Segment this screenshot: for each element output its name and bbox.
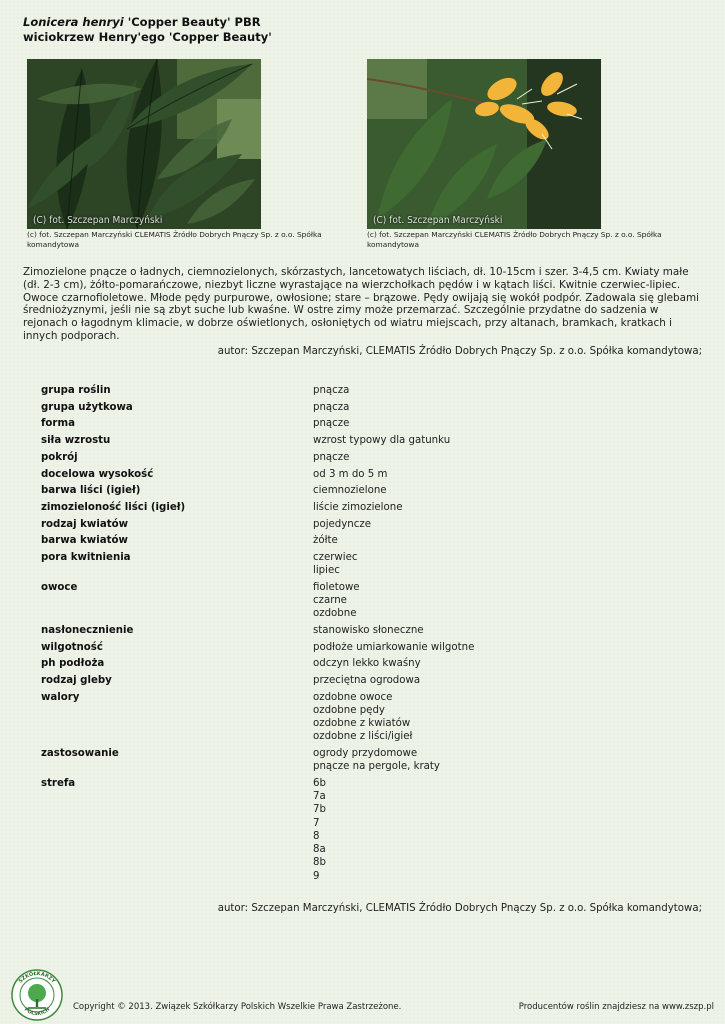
property-value: pnącze xyxy=(313,451,350,463)
property-value: odczyn lekko kwaśny xyxy=(313,658,421,670)
property-value: ozdobne z kwiatów xyxy=(313,718,411,730)
photo-watermark: (C) fot. Szczepan Marczyński xyxy=(373,215,503,226)
property-values xyxy=(313,657,421,670)
property-name: docelowa wysokość xyxy=(41,468,154,480)
photo-flowers xyxy=(367,59,601,229)
property-name: strefa xyxy=(41,778,76,790)
latin-name: Lonicera henryi xyxy=(23,15,124,29)
property-values xyxy=(313,401,349,414)
property-name: forma xyxy=(41,418,75,430)
property-value: 7 xyxy=(313,817,320,829)
property-value: ozdobne pędy xyxy=(313,705,385,717)
property-values xyxy=(313,384,349,397)
property-name: zimozieloność liści (igieł) xyxy=(41,501,186,513)
property-value: czerwiec xyxy=(313,552,358,564)
property-values xyxy=(313,468,387,481)
author-credit: autor: Szczepan Marczyński, CLEMATIS Źródło Dobrych Pnączy Sp. z o.o. Spółka komandytowa; xyxy=(217,903,702,914)
property-name: rodzaj gleby xyxy=(41,675,112,687)
property-value: fioletowe xyxy=(313,581,360,593)
property-value: ozdobne z liści/igieł xyxy=(313,731,413,743)
property-name: walory xyxy=(41,691,80,703)
property-value: 8a xyxy=(313,844,326,856)
property-value: 8 xyxy=(313,830,320,842)
property-row xyxy=(41,641,701,654)
property-name: barwa liści (igieł) xyxy=(41,485,141,497)
property-value: pnącze na pergole, kraty xyxy=(313,761,440,773)
property-values xyxy=(313,451,349,464)
property-values xyxy=(313,691,412,744)
property-value: pnącze xyxy=(313,418,350,430)
property-values xyxy=(313,417,349,430)
property-row xyxy=(41,434,701,447)
property-values xyxy=(313,641,474,654)
property-row xyxy=(41,484,701,497)
property-values xyxy=(313,484,387,497)
properties-table xyxy=(41,384,701,886)
property-value: od 3 m do 5 m xyxy=(313,468,388,480)
property-name: pokrój xyxy=(41,451,78,463)
property-value: podłoże umiarkowanie wilgotne xyxy=(313,641,475,653)
copyright-text: Copyright © 2013. Związek Szkółkarzy Polskich Wszelkie Prawa Zastrzeżone. xyxy=(73,1002,402,1012)
svg-text:SZKÓŁKARZY: SZKÓŁKARZY xyxy=(17,970,57,985)
plant-description: Zimozielone pnącze o ładnych, ciemnozielonych, skórzastych, lancetowatych liściach, dł. 10-15cm i szer. 3-4,5 cm. Kwiaty małe (dł. 2-3 cm), żółto-pomarańczowe, niezbyt liczne wyrastające na wierzchołkach pędów i w kątach liści. Kwitnie czerwiec-lipiec. Owoce czarnofioletowe. Młode pędy purpurowe, owłosione; stare – brązowe. Pędy owijają się wokół podpór. Zadowala się glebami średniożyznymi, jeśli nie są zbyt suche lub kwaśne. W ostre zimy może przemarzać. Szczególnie przydatne do sadzenia w rejonach o łagodnym klimacie, w dobrze oświetlonych, osłoniętych od wiatru miejscach, przy altanach, bramkach, kratkach i innych podporach. xyxy=(23,266,699,342)
property-values xyxy=(313,501,402,514)
property-name: ph podłoża xyxy=(41,658,105,670)
property-value: 6b xyxy=(313,778,326,790)
property-row xyxy=(41,581,701,621)
property-name: owoce xyxy=(41,581,78,593)
property-values xyxy=(313,747,440,773)
property-name: barwa kwiatów xyxy=(41,535,128,547)
property-value: 8b xyxy=(313,857,326,869)
photo-caption: (c) fot. Szczepan Marczyński CLEMATIS Źródło Dobrych Pnączy Sp. z o.o. Spółka komandytowa xyxy=(27,230,322,249)
property-value: 7b xyxy=(313,804,326,816)
property-value: 7a xyxy=(313,791,326,803)
property-row xyxy=(41,501,701,514)
property-row xyxy=(41,777,701,883)
property-values xyxy=(313,534,338,547)
property-row xyxy=(41,747,701,773)
property-name: grupa użytkowa xyxy=(41,401,133,413)
property-name: rodzaj kwiatów xyxy=(41,518,128,530)
producers-link-text: Producentów roślin znajdziesz na www.zszp.pl xyxy=(518,1002,714,1012)
property-row xyxy=(41,624,701,637)
property-value: stanowisko słoneczne xyxy=(313,625,424,637)
property-name: wilgotność xyxy=(41,641,103,653)
polish-name: wiciokrzew Henry'ego 'Copper Beauty' xyxy=(23,30,272,44)
property-name: pora kwitnienia xyxy=(41,552,131,564)
property-row xyxy=(41,401,701,414)
property-value: liście zimozielone xyxy=(313,501,403,513)
property-name: grupa roślin xyxy=(41,385,111,396)
property-row xyxy=(41,417,701,430)
property-name: nasłonecznienie xyxy=(41,625,134,637)
property-value: lipiec xyxy=(313,565,340,577)
property-name: zastosowanie xyxy=(41,748,119,760)
property-value: przeciętna ogrodowa xyxy=(313,675,421,687)
page-title xyxy=(23,15,272,45)
property-value: czarne xyxy=(313,595,347,607)
property-values xyxy=(313,518,371,531)
author-credit: autor: Szczepan Marczyński, CLEMATIS Źródło Dobrych Pnączy Sp. z o.o. Spółka komandytowa; xyxy=(217,346,702,357)
property-values xyxy=(313,581,360,621)
property-row xyxy=(41,674,701,687)
property-value: ciemnozielone xyxy=(313,485,387,497)
property-row xyxy=(41,451,701,464)
property-row xyxy=(41,468,701,481)
property-value: ogrody przydomowe xyxy=(313,748,418,760)
property-value: pnącza xyxy=(313,401,350,413)
property-row xyxy=(41,551,701,577)
property-row xyxy=(41,518,701,531)
property-values xyxy=(313,777,326,883)
property-name: siła wzrostu xyxy=(41,435,111,447)
property-value: pnącza xyxy=(313,385,350,396)
photo-caption: (c) fot. Szczepan Marczyński CLEMATIS Źródło Dobrych Pnączy Sp. z o.o. Spółka komandytowa xyxy=(367,230,662,249)
property-value: 9 xyxy=(313,870,320,882)
property-value: pojedyncze xyxy=(313,518,371,530)
property-row xyxy=(41,534,701,547)
property-value: żółte xyxy=(313,535,338,547)
svg-text:POLSKICH: POLSKICH xyxy=(22,1006,52,1018)
property-values xyxy=(313,624,424,637)
property-row xyxy=(41,657,701,670)
property-value: wzrost typowy dla gatunku xyxy=(313,435,451,447)
photo-leaves xyxy=(27,59,261,229)
property-values xyxy=(313,674,420,687)
property-value: ozdobne xyxy=(313,608,357,620)
property-values xyxy=(313,434,450,447)
cultivar-name: 'Copper Beauty' PBR xyxy=(123,15,261,29)
property-row xyxy=(41,691,701,744)
property-value: ozdobne owoce xyxy=(313,691,393,703)
property-values xyxy=(313,551,357,577)
photo-watermark: (C) fot. Szczepan Marczyński xyxy=(33,215,163,226)
association-logo xyxy=(11,969,63,1021)
property-row xyxy=(41,384,701,397)
